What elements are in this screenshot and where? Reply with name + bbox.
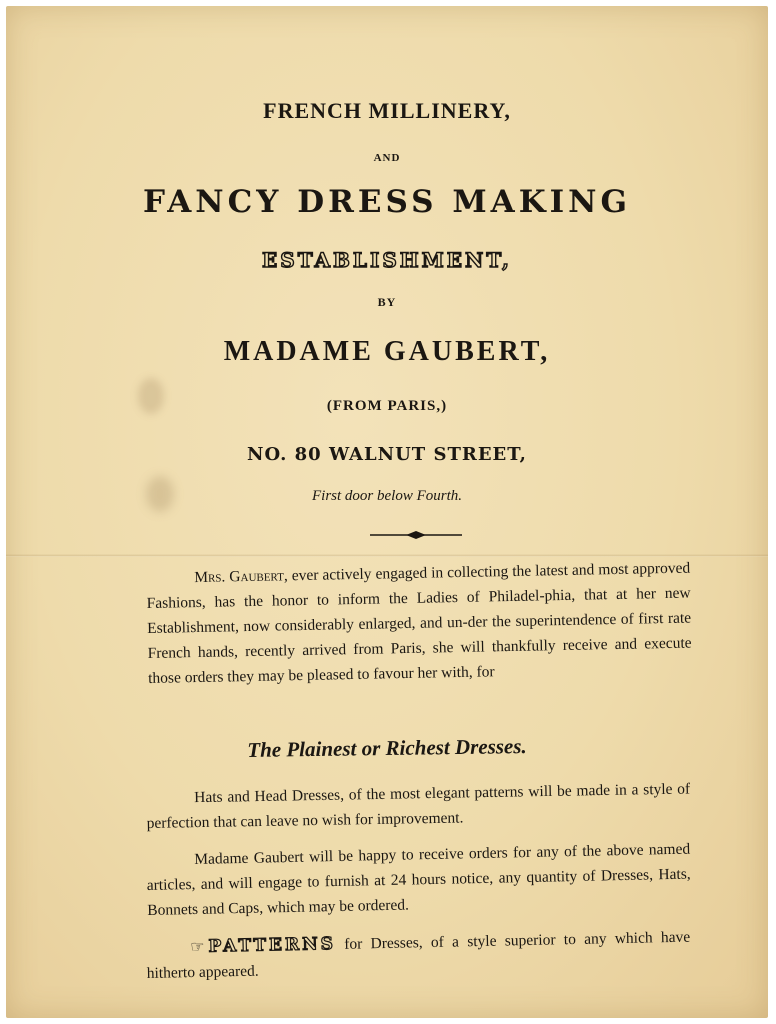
paragraph-introduction xyxy=(146,556,692,691)
emphasis-line: The Plainest or Richest Dresses. xyxy=(247,734,527,762)
heading-from-paris: (FROM PARIS,) xyxy=(326,398,448,414)
heading-fancy-dress-making: FANCY DRESS MAKING xyxy=(143,184,631,220)
heading-address: NO. 80 WALNUT STREET, xyxy=(247,444,527,465)
heading-establishment: ESTABLISHMENT, xyxy=(262,248,512,272)
paragraph-patterns xyxy=(146,925,691,986)
paragraph-patterns-text: for Dresses, of a style superior to any which have hitherto appeared. xyxy=(146,928,691,982)
heading-french-millinery: FRENCH MILLINERY, xyxy=(263,98,511,123)
ornamental-rule xyxy=(370,529,462,541)
paragraph-hats xyxy=(146,777,691,836)
patterns-word: PATTERNS xyxy=(208,934,337,957)
pointing-hand-icon: ☞ xyxy=(190,938,205,957)
heading-by: BY xyxy=(377,295,397,309)
heading-and: AND xyxy=(373,152,401,164)
paragraph-orders xyxy=(146,837,691,923)
paragraph-introduction-text: , ever actively engaged in collecting the latest and most approved Fashions, has the honor to inform the Ladies of Philadel-phia, that at her new Establishment, now considerably enlarged, and un-der the superintendence of first rate French hands, recently arrived from Paris, she will thankfully receive and execute those orders they may be pleased to favour her with, for xyxy=(146,559,692,687)
heading-directions: First door below Fourth. xyxy=(311,488,462,504)
heading-proprietor-name: MADAME GAUBERT, xyxy=(223,336,551,367)
paragraph-orders-text: Madame Gaubert will be happy to receive orders for any of the above named articles, and will engage to furnish at 24 hours notice, any quantity of Dresses, Hats, Bonnets and Caps, which may be ordered. xyxy=(146,840,691,919)
paragraph-hats-text: Hats and Head Dresses, of the most elegant patterns will be made in a style of perfection that can leave no wish for improvement. xyxy=(146,780,691,832)
document-page xyxy=(6,6,768,1018)
proprietor-name-inline: Mrs. Gaubert xyxy=(194,567,285,587)
